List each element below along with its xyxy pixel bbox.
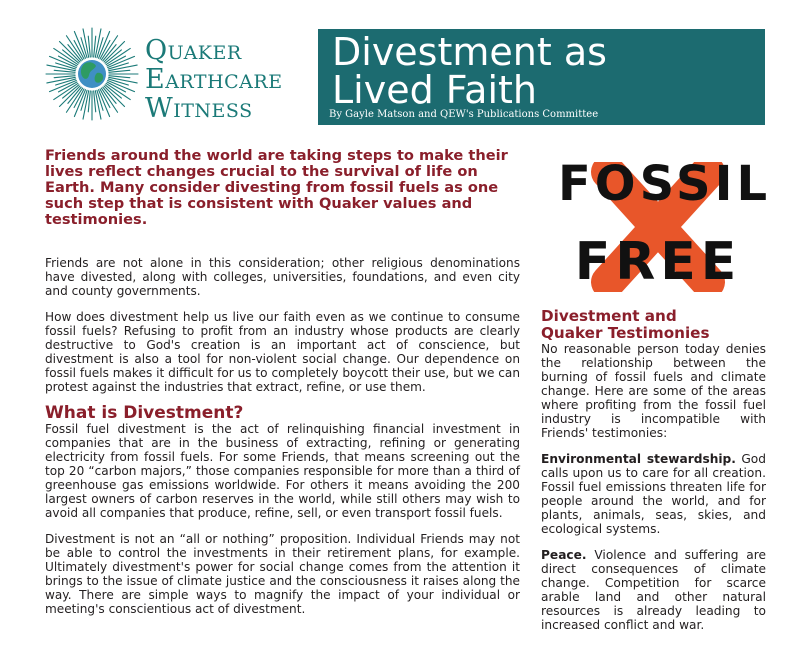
sunburst-ray [109,70,130,72]
peace-paragraph [541,548,766,632]
page-title-line-2: Lived Faith [332,68,537,112]
sidebar-heading-line-2: Quaker Testimonies [541,324,710,342]
left-column [45,256,520,616]
byline: By Gayle Matson and QEW's Publications Committee [329,109,599,120]
sunburst-ray [88,36,90,57]
sunburst-ray [88,91,90,112]
sidebar-intro: No reasonable person today denies the relationship between the burning of fossil fuels and climate change. Here are some of the areas where profiting from the fossil fuel industry is incompatible with Friends' testimonies: [541,342,766,440]
section-heading-what-is-divestment: What is Divestment? [45,403,244,423]
body-paragraph-1: Friends are not alone in this consideration; other religious denominations have divested, along with colleges, universities, foundations, and even city and county governments. [45,256,520,298]
stewardship-paragraph [541,452,766,536]
fossil-word: FOSSIL [558,156,772,212]
org-name [145,36,283,123]
page-title-line-1: Divestment as [332,30,607,74]
lead-paragraph: Friends around the world are taking steps to make their lives reflect changes crucial to the survival of life on Earth. Many consider divesting from fossil fuels as one such step that is consistent with Quaker values and testimonies. [45,147,508,228]
org-name-line-1: Quaker [145,35,242,66]
org-name-line-2: Earthcare [145,64,283,95]
peace-text: Violence and suffering are direct consequences of climate change. Competition for scarce arable land and other natural resources is already leading to increased conflict and war. [541,548,766,632]
page-title [332,30,607,112]
fossil-free-graphic [558,150,772,300]
stewardship-label: Environmental stewardship. [541,452,736,466]
org-name-line-3: Witness [145,93,253,124]
globe-sunburst-icon [44,26,140,122]
title-banner [318,29,765,125]
body-paragraph-3: Fossil fuel divestment is the act of relinquishing financial investment in companies that are in the business of extracting, refining or generating electricity from fossil fuels. For some Friends, that means screening out the top 20 “carbon majors,” those companies responsible for more than a third of greenhouse gas emissions worldwide. For others it means avoiding the 200 largest owners of carbon reserves in the world, while still others may wish to avoid all companies that produce, refine, sell, or even transport fossil fuels. [45,422,520,520]
sunburst-ray [54,76,75,78]
body-paragraph-2: How does divestment help us live our faith even as we continue to consume fossil fuels? Refusing to profit from an industry whose products are clearly destructive to God's creation is an important act of conscience, but divestment is also a tool for non-violent social change. Our dependence on fossil fuels makes it difficult for us to completely boycott their use, but we can protest against the industries that extract, refine, or use them. [45,310,520,394]
stewardship-text: God calls upon us to care for all creation. Fossil fuel emissions threaten life for people around the world, and for plants, animals, seas, skies, and ecological systems. [541,452,766,536]
free-word: FREE [574,232,742,292]
right-column [541,308,766,632]
peace-label: Peace. [541,548,587,562]
qew-logo [44,22,304,122]
sidebar-heading [541,308,766,342]
sidebar-heading-line-1: Divestment and [541,307,677,325]
sunburst-ray [94,91,96,112]
sunburst-ray [109,76,130,78]
sunburst-ray [54,70,75,72]
body-paragraph-4: Divestment is not an “all or nothing” proposition. Individual Friends may not be able to control the investments in their retirement plans, for example. Ultimately divestment's power for social change comes from the attention it brings to the issue of climate justice and the consciousness it raises along the way. There are simple ways to magnify the impact of your individual or meeting's conscientious act of divestment. [45,532,520,616]
sunburst-ray [94,36,96,57]
